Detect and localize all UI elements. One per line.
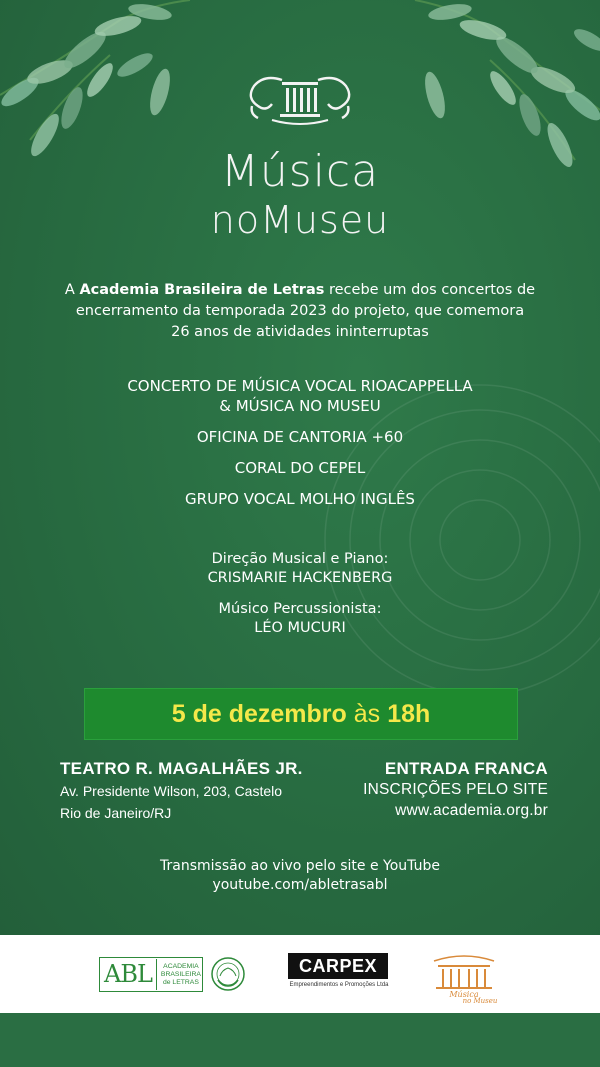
intro-line-1: A Academia Brasileira de Letras recebe um dos concertos de (64, 282, 536, 298)
entry-note: INSCRIÇÕES PELO SITE (363, 781, 548, 798)
credits (40, 550, 560, 650)
venue-info (60, 758, 303, 824)
abl-seal-icon (210, 956, 246, 992)
program-item: CORAL DO CEPEL (234, 459, 366, 477)
bottom-strip (0, 1013, 600, 1067)
stream-link[interactable]: youtube.com/abletrasabl (212, 877, 388, 893)
carpex-logo: CARPEX (288, 953, 388, 979)
credit-role: Direção Musical e Piano: (211, 551, 389, 567)
intro-paragraph (40, 280, 560, 343)
program-item: GRUPO VOCAL MOLHO INGLÊS (185, 490, 415, 508)
stream-info (0, 857, 600, 895)
entry-headline: ENTRADA FRANCA (384, 759, 548, 778)
mnm-line-2: no Museu (462, 997, 498, 1003)
musica-no-museu-sponsor-logo (420, 947, 508, 1003)
credit-name: CRISMARIE HACKENBERG (207, 570, 393, 586)
venue-name: TEATRO R. MAGALHÃES JR. (60, 759, 303, 778)
title-musica: Música (220, 146, 380, 197)
event-day: 5 de dezembro (171, 699, 347, 728)
venue-city: Rio de Janeiro/RJ (60, 805, 172, 821)
mnm-line-1: Música (449, 990, 479, 999)
event-connector: às (353, 699, 381, 728)
intro-institution: Academia Brasileira de Letras (79, 282, 325, 298)
abl-monogram: ABL (100, 959, 157, 990)
credit-name: LÉO MUCURI (254, 620, 346, 636)
title-no-museu: noMuseu (210, 198, 390, 242)
venue-address: Av. Presidente Wilson, 203, Castelo (60, 783, 283, 799)
intro-line-3: 26 anos de atividades ininterruptas (171, 324, 429, 340)
event-time: 18h (387, 699, 431, 728)
carpex-subtitle: Empreendimentos e Promoções Ltda (289, 982, 389, 988)
program-item: CONCERTO DE MÚSICA VOCAL RIOACAPPELLA & MÚSICA NO MUSEU (127, 377, 473, 415)
entry-site-link[interactable]: www.academia.org.br (395, 802, 548, 819)
event-date-banner (84, 688, 518, 740)
entry-info (363, 758, 548, 821)
sponsor-footer (0, 935, 600, 1013)
intro-line-2: encerramento da temporada 2023 do projeto, que comemora (75, 303, 525, 319)
credit-item (40, 600, 560, 638)
credit-item (40, 550, 560, 588)
program-list (40, 376, 560, 520)
stream-line-1: Transmissão ao vivo pelo site e YouTube (160, 858, 440, 874)
program-item: OFICINA DE CANTORIA +60 (196, 428, 404, 446)
abl-logo (99, 957, 203, 992)
museum-columns-logo-icon (242, 70, 358, 132)
credit-role: Músico Percussionista: (218, 601, 382, 617)
abl-name: ACADEMIA BRASILEIRA de LETRAS (160, 962, 201, 986)
